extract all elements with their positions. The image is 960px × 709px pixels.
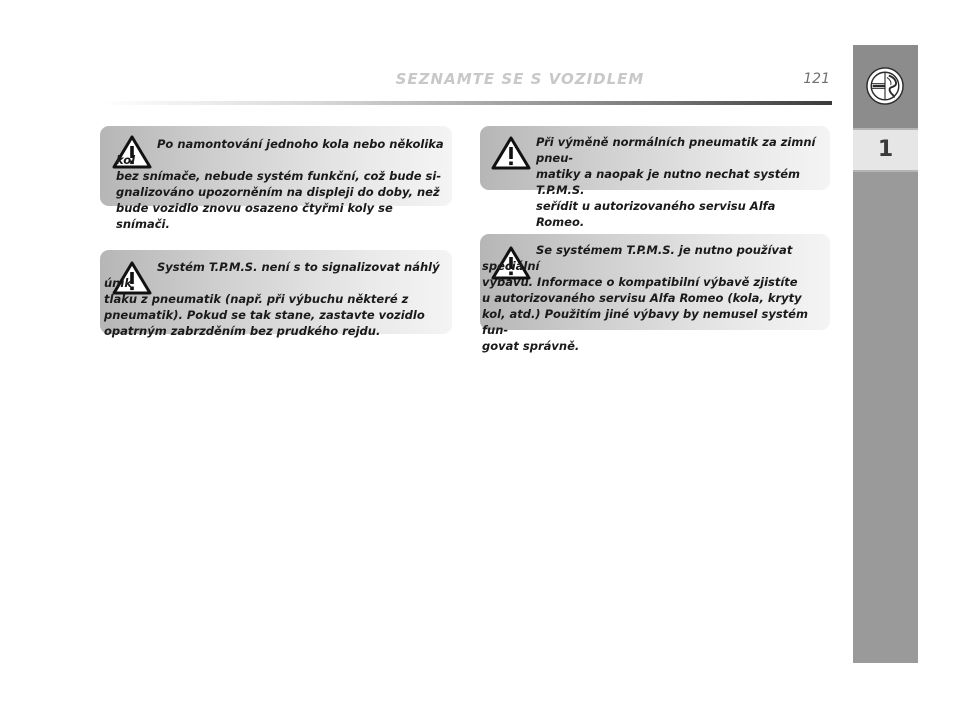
svg-text:·: · [884,68,886,73]
chapter-tab-active[interactable] [853,130,918,172]
header-rule [100,101,832,105]
warning-text-missing-sensor: Po namontování jednoho kola nebo několika kol bez snímače, nebude systém funkční, což bude si- gnalizováno upozorněním na displeji do doby, než bude vozidlo znovu osazeno čtyřmi koly se snímači. [116,137,444,231]
warning-text-winter-tyres: Při výměně normálních pneumatik za zimní pneu- matiky a naopak je nutno nechat systém T.P.M.S. seřídit u autorizovaného servisu Alfa Romeo. [536,135,816,229]
page-header-title: SEZNAMTE SE S VOZIDLEM [395,70,645,88]
chapter-number: 1 [877,137,894,162]
warning-text-special-equipment-content: Se systémem T.P.M.S. je nutno používat speciální výbavu. Informace o kompatibilní výbavě zjistíte u autorizovaného servisu Alfa Romeo (kola, kryty kol, atd.) Použitím jiné výbavy by nemusel systém fun- govat správně. [482,243,808,353]
page-number: 121 [803,71,830,87]
warning-text-sudden-leak: Systém T.P.M.S. není s to signalizovat náhlý únik tlaku z pneumatik (např. při výbuchu některé z pneumatik). Pokud se tak stane, zastavte vozidlo opatrným zabrzděním bez prudkého rejdu. [104,260,440,338]
warning-text-special-equipment [482,242,824,354]
warning-triangle-icon [491,136,531,170]
alfa-romeo-badge-icon [866,67,904,105]
